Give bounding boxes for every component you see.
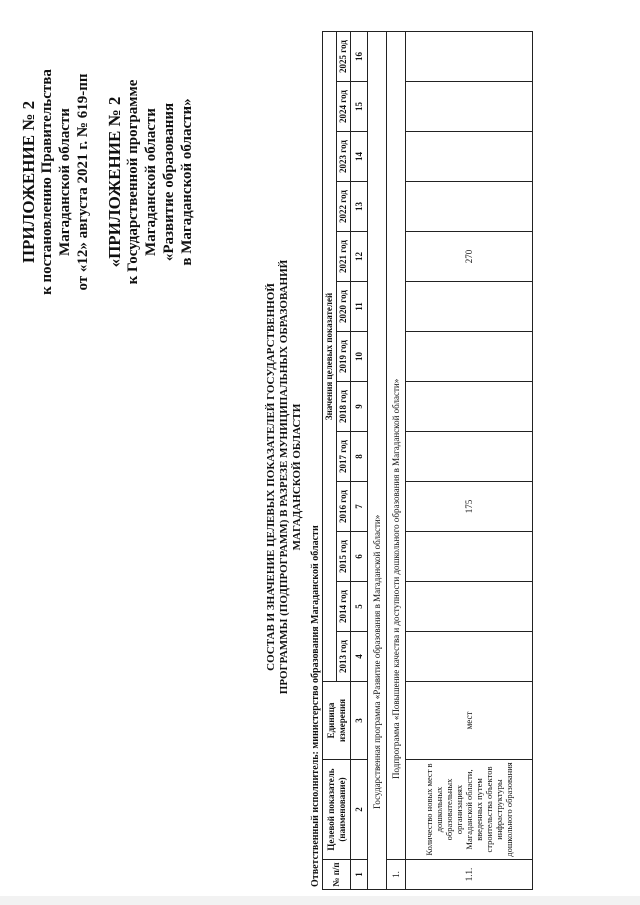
value-cell bbox=[406, 382, 533, 432]
program-line-3: «Развитие образования bbox=[161, 102, 177, 262]
appendix-header bbox=[20, 27, 196, 337]
year-header: 2020 год bbox=[337, 282, 351, 332]
header-row-1 bbox=[323, 31, 337, 889]
column-number: 7 bbox=[351, 482, 368, 532]
scan-edge bbox=[0, 896, 640, 905]
title-line-3: МАГАДАНСКОЙ ОБЛАСТИ bbox=[291, 403, 303, 551]
resolution-line-1: к постановлению Правительства bbox=[39, 69, 55, 295]
year-header: 2024 год bbox=[337, 82, 351, 132]
value-cell bbox=[406, 632, 533, 682]
value-cell: 175 bbox=[406, 482, 533, 532]
value-cell bbox=[406, 82, 533, 132]
year-header: 2023 год bbox=[337, 132, 351, 182]
year-header: 2025 год bbox=[337, 31, 351, 81]
value-cell bbox=[406, 432, 533, 482]
year-header: 2015 год bbox=[337, 532, 351, 582]
value-cell bbox=[406, 532, 533, 582]
column-number: 11 bbox=[351, 282, 368, 332]
value-cell bbox=[406, 31, 533, 81]
column-numbers-row bbox=[351, 31, 368, 889]
document-title bbox=[265, 252, 304, 702]
column-number: 10 bbox=[351, 332, 368, 382]
appendix-title: ПРИЛОЖЕНИЕ № 2 bbox=[19, 100, 38, 264]
program-line-4: в Магаданской области» bbox=[179, 98, 195, 266]
resolution-line-2: Магаданской области bbox=[57, 108, 73, 256]
table-row bbox=[406, 31, 533, 889]
value-cell bbox=[406, 282, 533, 332]
column-number: 8 bbox=[351, 432, 368, 482]
title-line-1: СОСТАВ И ЗНАЧЕНИЕ ЦЕЛЕВЫХ ПОКАЗАТЕЛЕЙ ГОСУДАРСТВЕННОЙ bbox=[265, 283, 277, 671]
value-cell: 270 bbox=[406, 232, 533, 282]
year-header: 2017 год bbox=[337, 432, 351, 482]
year-header: 2022 год bbox=[337, 182, 351, 232]
col-indicator-header: Целевой показатель (наименование) bbox=[323, 760, 351, 860]
column-number: 4 bbox=[351, 632, 368, 682]
column-number: 16 bbox=[351, 31, 368, 81]
document-page bbox=[10, 12, 630, 892]
title-line-2: ПРОГРАММЫ (ПОДПРОГРАММ) В РАЗРЕЗЕ МУНИЦИПАЛЬНЫХ ОБРАЗОВАНИЙ bbox=[278, 259, 290, 695]
value-cell bbox=[406, 182, 533, 232]
year-header: 2013 год bbox=[337, 632, 351, 682]
section-title: Государственная программа «Развитие образования в Магаданской области» bbox=[368, 31, 387, 889]
row-number: 1.1. bbox=[406, 860, 533, 890]
value-cell bbox=[406, 582, 533, 632]
year-header: 2016 год bbox=[337, 482, 351, 532]
column-number: 6 bbox=[351, 532, 368, 582]
indicator-name: Количество новых мест в дошкольных образовательных организациях Магаданской области, введенных путем строительства объектов инфраструктуры дошкольного образования bbox=[406, 760, 533, 860]
column-number: 1 bbox=[351, 860, 368, 890]
indicators-table bbox=[322, 31, 533, 890]
column-number: 3 bbox=[351, 682, 368, 760]
quoted-appendix-title: «ПРИЛОЖЕНИЕ № 2 bbox=[105, 96, 124, 268]
responsible-executor: Ответственный исполнитель: министерство образования Магаданской области bbox=[310, 525, 321, 887]
program-line-1: к Государственной программе bbox=[125, 79, 141, 285]
subsection-title: Подпрограмма «Повышение качества и доступности дошкольного образования в Магаданской области» bbox=[387, 31, 406, 859]
col-unit-header: Единица измерения bbox=[323, 682, 351, 760]
year-header: 2021 год bbox=[337, 232, 351, 282]
column-number: 12 bbox=[351, 232, 368, 282]
subsection-row bbox=[387, 31, 406, 889]
column-number: 13 bbox=[351, 182, 368, 232]
unit-cell: мест bbox=[406, 682, 533, 760]
year-header: 2018 год bbox=[337, 382, 351, 432]
column-number: 5 bbox=[351, 582, 368, 632]
date-line: от «12» августа 2021 г. № 619-пп bbox=[75, 73, 91, 291]
col-values-header: Значения целевых показателей bbox=[323, 31, 337, 681]
section-row bbox=[368, 31, 387, 889]
program-line-2: Магаданской области bbox=[143, 108, 159, 256]
column-number: 14 bbox=[351, 132, 368, 182]
column-number: 2 bbox=[351, 760, 368, 860]
value-cell bbox=[406, 332, 533, 382]
col-num-header: № п/п bbox=[323, 860, 351, 890]
year-header: 2019 год bbox=[337, 332, 351, 382]
year-header: 2014 год bbox=[337, 582, 351, 632]
column-number: 15 bbox=[351, 82, 368, 132]
subsection-number: 1. bbox=[387, 860, 406, 890]
value-cell bbox=[406, 132, 533, 182]
column-number: 9 bbox=[351, 382, 368, 432]
